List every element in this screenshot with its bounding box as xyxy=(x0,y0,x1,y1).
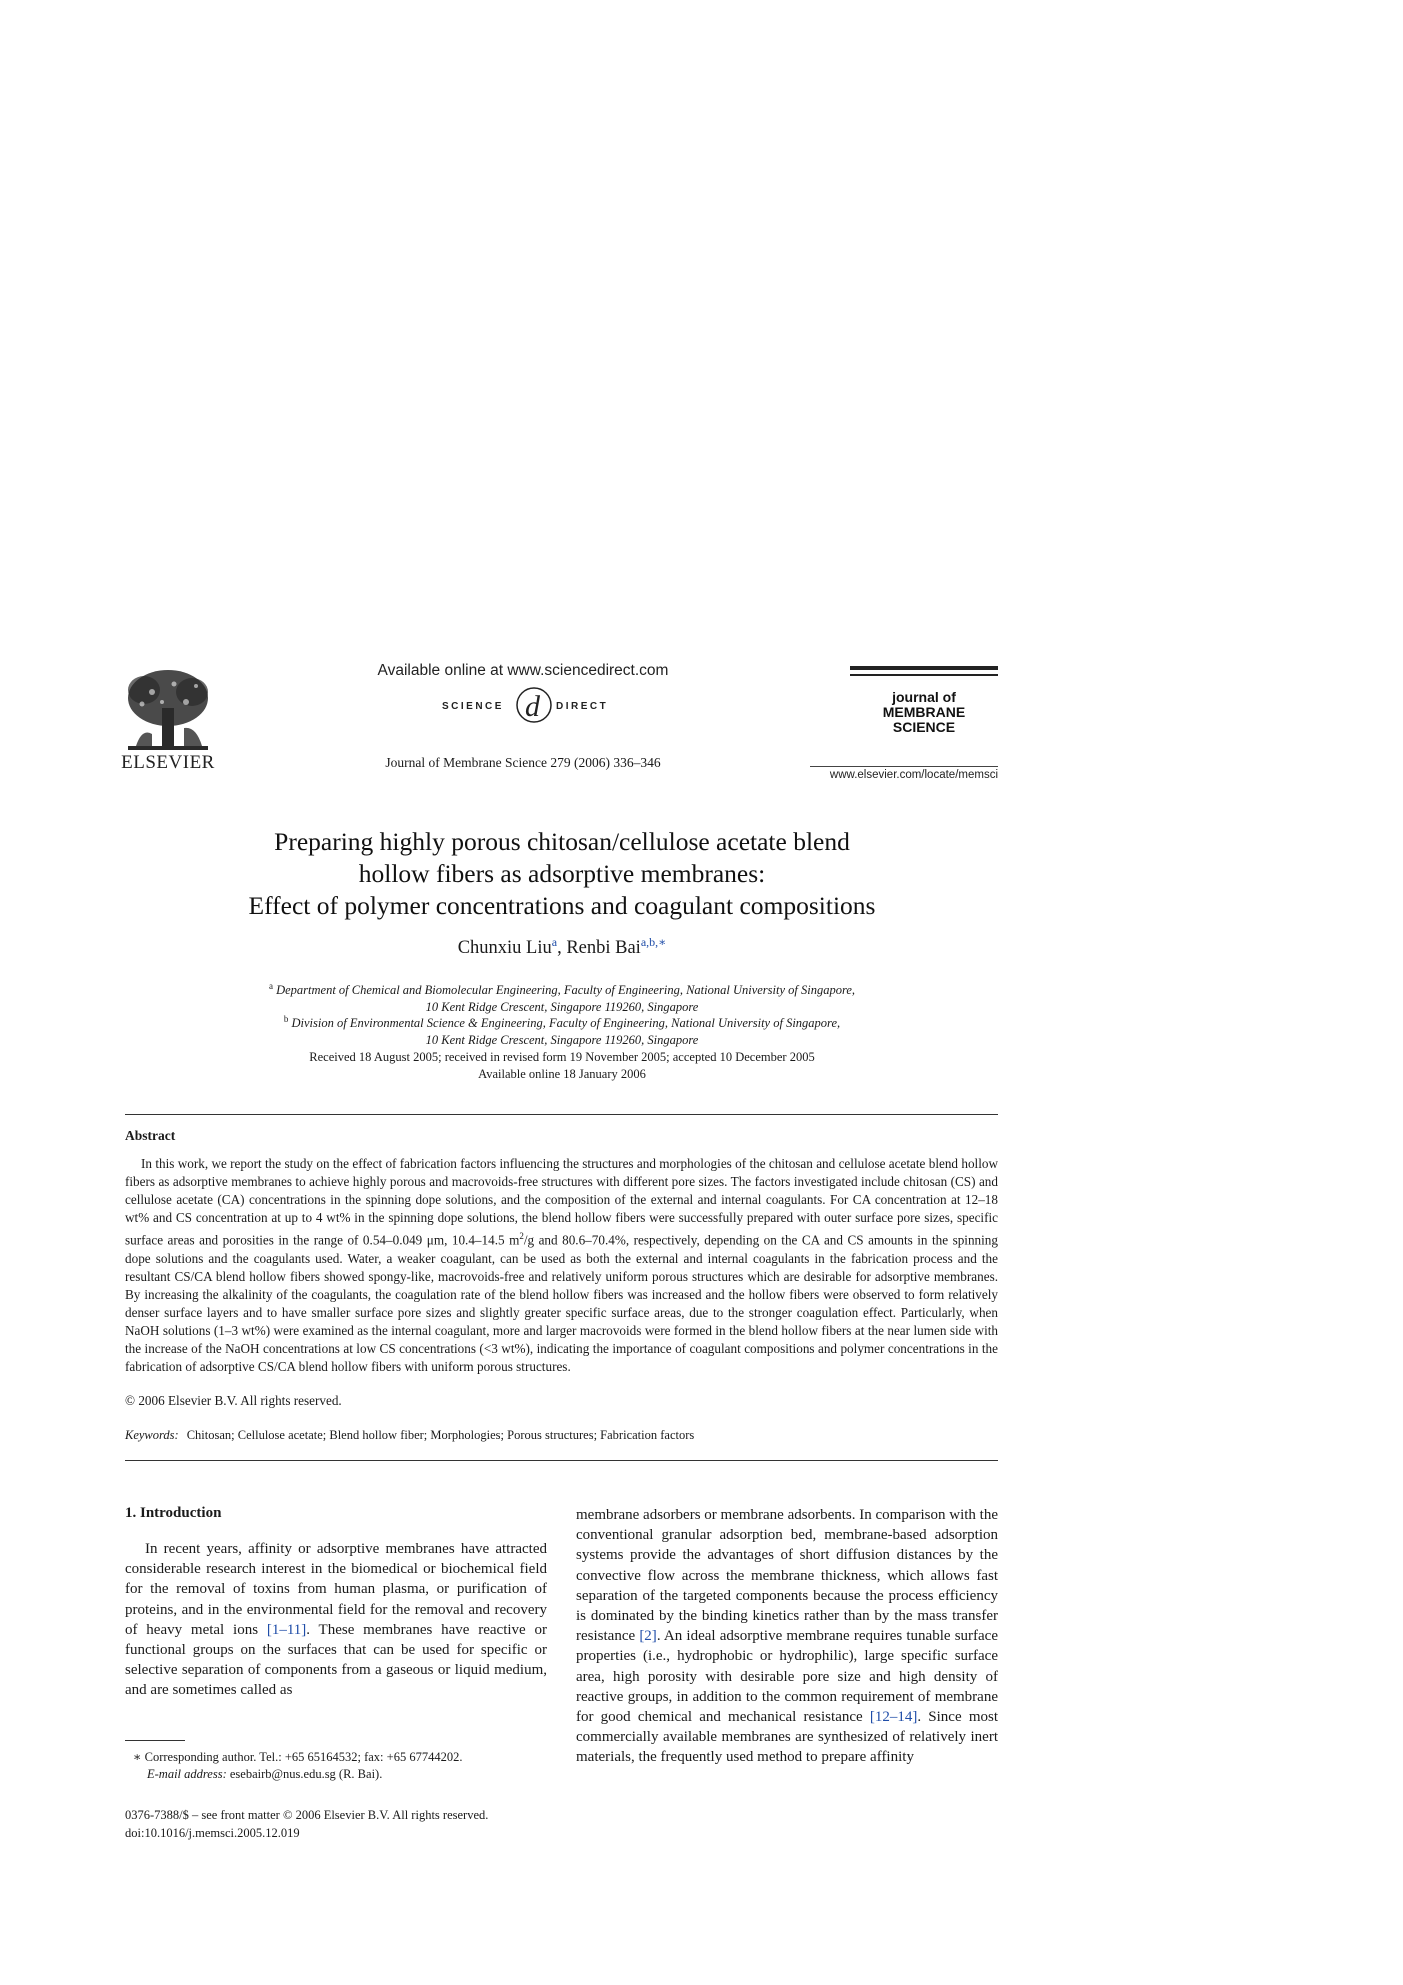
abstract-text-part-2: /g and 80.6–70.4%, respectively, depending on the CA and CS amounts in the spinning dope solutions and the coagulants used. Water, a weaker coagulant, can be used as both the external and internal coagulants in the fabrication process and the resultant CS/CA blend hollow fibers showed spongy-like, macrovoids-free and relatively uniform porous structures which are desirable for adsorptive membranes. By increasing the alkalinity of the coagulants, the coagulation rate of the blend hollow fibers was increased and the hollow fibers were observed to form relatively denser surface layers and to have smaller surface pore sizes and slightly greater specific surface areas, due to the stronger coagulation effect. Particularly, when NaOH solutions (1–3 wt%) were examined as the internal coagulant, more and larger macrovoids were formed in the blend hollow fibers at the near lumen side with the increase of the NaOH concentrations at low CS concentrations (<3 wt%), indicating the importance of coagulant compositions and polymer concentrations in the fabrication of adsorptive CS/CA blend hollow fibers with uniform porous structures. xyxy=(125,1232,998,1375)
footnote-email[interactable]: esebairb@nus.edu.sg (R. Bai). xyxy=(226,1767,383,1781)
sd-logo-mark: d xyxy=(525,690,540,723)
author-separator: , xyxy=(557,938,567,958)
citation-link-12-14[interactable]: [12–14] xyxy=(869,1709,918,1726)
affiliation-b xyxy=(160,1011,964,1048)
affiliation-b-line-2: 10 Kent Ridge Crescent, Singapore 119260, Singapore xyxy=(425,1032,699,1047)
abstract-text-part-1: In this work, we report the study on the effect of fabrication factors influencing the structures and morphologies of the chitosan and cellulose acetate blend hollow fibers as adsorptive membranes to achieve highly porous and macrovoids-free structures with different pore sizes. The factors investigated include chitosan (CS) and cellulose acetate (CA) concentrations in the spinning dope solutions, and the composition of the external and internal coagulants. For CA concentration at 12–18 wt% and CS concentration at up to 4 wt% in the spinning dope solutions, the blend hollow fibers were successfully prepared with outer surface pore sizes, specific surface areas and porosities in the range of 0.54–0.049 μm, 10.4–14.5 m xyxy=(125,1156,998,1248)
affiliation-a xyxy=(160,978,964,1015)
keywords-label: Keywords: xyxy=(125,1428,179,1442)
sciencedirect-logo xyxy=(438,683,628,725)
sd-logo-left: SCIENCE xyxy=(442,701,504,712)
article-dates xyxy=(160,1049,964,1083)
affiliation-a-marker: a xyxy=(268,981,273,991)
title-line-1: Preparing highly porous chitosan/cellulose acetate blend xyxy=(274,827,850,856)
abstract-superscript: 2 xyxy=(519,1231,524,1242)
brand-line-3: SCIENCE xyxy=(892,718,956,735)
abstract-copyright: © 2006 Elsevier B.V. All rights reserved. xyxy=(125,1393,342,1408)
affiliation-b-marker: b xyxy=(283,1014,289,1024)
publisher-name: ELSEVIER xyxy=(121,752,215,773)
intro-p1-text-a: In recent years, affinity or adsorptive membranes have attracted considerable research interest in the biomedical or biochemical field for the removal of toxins from human plasma, or purification of proteins, and in the environmental field for the removal and recovery of heavy metal ions xyxy=(125,1541,547,1638)
journal-citation: Journal of Membrane Science 279 (2006) 336–346 xyxy=(385,755,661,770)
introduction-paragraph-2 xyxy=(576,1505,998,1768)
citation-link-2[interactable]: [2] xyxy=(639,1628,657,1645)
author-1-name: Chunxiu Liu xyxy=(457,938,552,958)
article-title xyxy=(160,826,964,922)
journal-url-link[interactable]: www.elsevier.com/locate/memsci xyxy=(829,769,998,781)
footnote-contact: ∗ Corresponding author. Tel.: +65 65164532; fax: +65 67744202. xyxy=(133,1750,463,1764)
affiliation-a-line-1: Department of Chemical and Biomolecular Engineering, Faculty of Engineering, National University of Singapore, xyxy=(276,983,856,998)
introduction-heading: 1. Introduction xyxy=(125,1505,222,1521)
footnote-email-label: E-mail address: xyxy=(147,1767,227,1781)
intro-p2-text-b: . An ideal adsorptive membrane requires tunable surface properties (i.e., hydrophobic or hydrophilic), large specific surface area, high porosity with desirable pore size and high density of reactive groups, in addition to the common requirement of membrane for good chemical and mechanical resistance xyxy=(576,1628,998,1726)
title-line-2: hollow fibers as adsorptive membranes: xyxy=(358,859,766,888)
brand-line-1: journal of xyxy=(892,688,956,705)
journal-brand xyxy=(850,666,998,735)
abstract-top-rule xyxy=(125,1114,998,1115)
left-column xyxy=(125,1505,547,1701)
abstract-heading: Abstract xyxy=(125,1128,176,1143)
available-online-date: Available online 18 January 2006 xyxy=(478,1067,646,1081)
abstract-text xyxy=(125,1155,998,1377)
affiliation-b-line-1: Division of Environmental Science & Engineering, Faculty of Engineering, National University of Singapore, xyxy=(291,1016,841,1031)
received-dates: Received 18 August 2005; received in revised form 19 November 2005; accepted 10 December 2005 xyxy=(309,1050,815,1064)
intro-p1-text-b: . These membranes have reactive or functional groups on the surfaces that can be used for specific or selective separation of components from a gaseous or liquid medium, and are sometimes called as xyxy=(125,1621,547,1699)
elsevier-tree-logo xyxy=(122,668,214,764)
brand-rule-thin xyxy=(850,674,998,676)
journal-url-rule xyxy=(810,766,998,767)
author-2-name: Renbi Bai xyxy=(566,938,641,958)
abstract-bottom-rule xyxy=(125,1460,998,1461)
keywords-list: Chitosan; Cellulose acetate; Blend hollow fiber; Morphologies; Porous structures; Fabrication factors xyxy=(186,1428,695,1442)
intro-p2-text-a: membrane adsorbers or membrane adsorbents. In comparison with the conventional granular adsorption bed, membrane-based adsorption systems provide the advantages of short diffusion distances by the convective flow across the membrane thickness, which allows fast separation of the targeted components because the process efficiency is dominated by the binding kinetics rather than by the mass transfer resistance xyxy=(576,1507,998,1645)
author-list xyxy=(160,934,964,959)
intro-p2-text-c: . Since most commercially available membranes are synthesized of relatively inert materials, the frequently used method to prepare affinity xyxy=(576,1709,998,1766)
sd-logo-right: DIRECT xyxy=(556,701,609,712)
front-matter xyxy=(125,1806,555,1842)
footnote-rule xyxy=(125,1740,185,1741)
introduction-paragraph-1 xyxy=(125,1539,547,1701)
brand-rule-thick xyxy=(850,666,998,670)
affiliation-a-line-2: 10 Kent Ridge Crescent, Singapore 119260, Singapore xyxy=(425,999,699,1014)
author-2-affiliation-link[interactable]: a,b,∗ xyxy=(640,934,667,949)
keywords xyxy=(125,1428,998,1443)
citation-link-1-11[interactable]: [1–11] xyxy=(266,1621,307,1638)
issn-line: 0376-7388/$ – see front matter © 2006 Elsevier B.V. All rights reserved. xyxy=(125,1808,489,1822)
title-line-3: Effect of polymer concentrations and coagulant compositions xyxy=(248,891,876,920)
corresponding-author-footnote xyxy=(125,1749,547,1783)
brand-line-2: MEMBRANE xyxy=(882,703,966,720)
doi-line[interactable]: doi:10.1016/j.memsci.2005.12.019 xyxy=(125,1826,300,1840)
author-1-affiliation-link[interactable]: a xyxy=(551,934,558,949)
right-column xyxy=(576,1505,998,1768)
available-online-text[interactable]: Available online at www.sciencedirect.com xyxy=(377,662,669,679)
